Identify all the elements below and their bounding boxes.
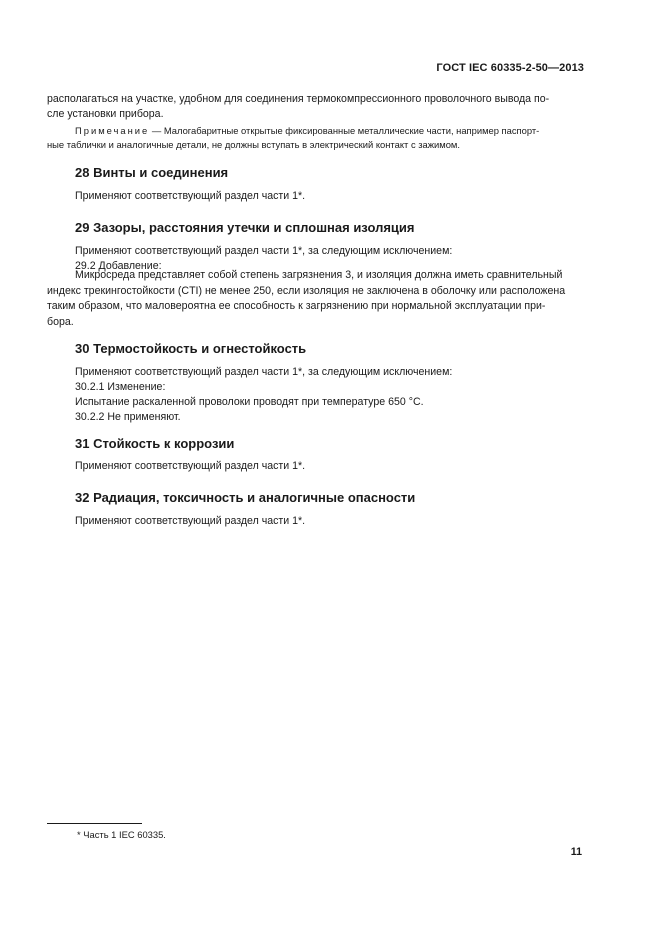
section-text-31: Применяют соответствующий раздел части 1*. — [75, 460, 306, 472]
section-heading-29: 29 Зазоры, расстояния утечки и сплошная изоляция — [75, 220, 415, 235]
section-29-line: Применяют соответствующий раздел части 1*, за следующим исключением: — [75, 245, 453, 257]
standard-code: ГОСТ IEC 60335-2-50—2013 — [436, 62, 584, 74]
intro-line: располагаться на участке, удобном для соединения термокомпрессионного проволочного вывода по- — [47, 93, 550, 105]
section-29-line: 29.2 Добавление: — [75, 260, 162, 272]
section-heading-32: 32 Радиация, токсичность и аналогичные опасности — [75, 490, 416, 505]
section-29-body — [47, 268, 583, 330]
intro-paragraph — [47, 92, 583, 123]
note-dash: — — [149, 125, 164, 136]
section-30-line: 30.2.1 Изменение: — [75, 381, 166, 393]
body-line: бора. — [47, 315, 74, 328]
body-line: таким образом, что маловероятна ее способность к загрязнению при нормальной эксплуатации при- — [47, 300, 546, 313]
section-heading-31: 31 Стойкость к коррозии — [75, 436, 235, 451]
note-line — [47, 124, 583, 138]
section-30-line: Испытание раскаленной проволоки проводят при температуре 650 °С. — [75, 396, 424, 408]
section-text-32: Применяют соответствующий раздел части 1*. — [75, 515, 306, 527]
footnote: * Часть 1 IEC 60335. — [77, 829, 166, 840]
body-line: индекс трекингостойкости (CTI) не менее 250, если изоляция не заключена в оболочку или расположена — [47, 284, 566, 297]
note-text: Малогабаритные открытые фиксированные металлические части, например паспорт- — [163, 125, 540, 136]
section-heading-30: 30 Термостойкость и огнестойкость — [75, 341, 307, 356]
footnote-divider — [47, 823, 142, 824]
section-text-28: Применяют соответствующий раздел части 1*. — [75, 190, 306, 202]
section-30-line: 30.2.2 Не применяют. — [75, 411, 181, 423]
note-block — [47, 124, 583, 153]
body-line: Микросреда представляет собой степень загрязнения 3, и изоляция должна иметь сравнительный — [75, 269, 563, 281]
page-number: 11 — [570, 846, 582, 858]
intro-line: сле установки прибора. — [47, 108, 164, 121]
note-label: Примечание — [75, 125, 150, 136]
note-line: ные таблички и аналогичные детали, не должны вступать в электрический контакт с зажимом. — [47, 139, 460, 151]
section-30-line: Применяют соответствующий раздел части 1*, за следующим исключением: — [75, 366, 453, 378]
section-heading-28: 28 Винты и соединения — [75, 165, 229, 180]
